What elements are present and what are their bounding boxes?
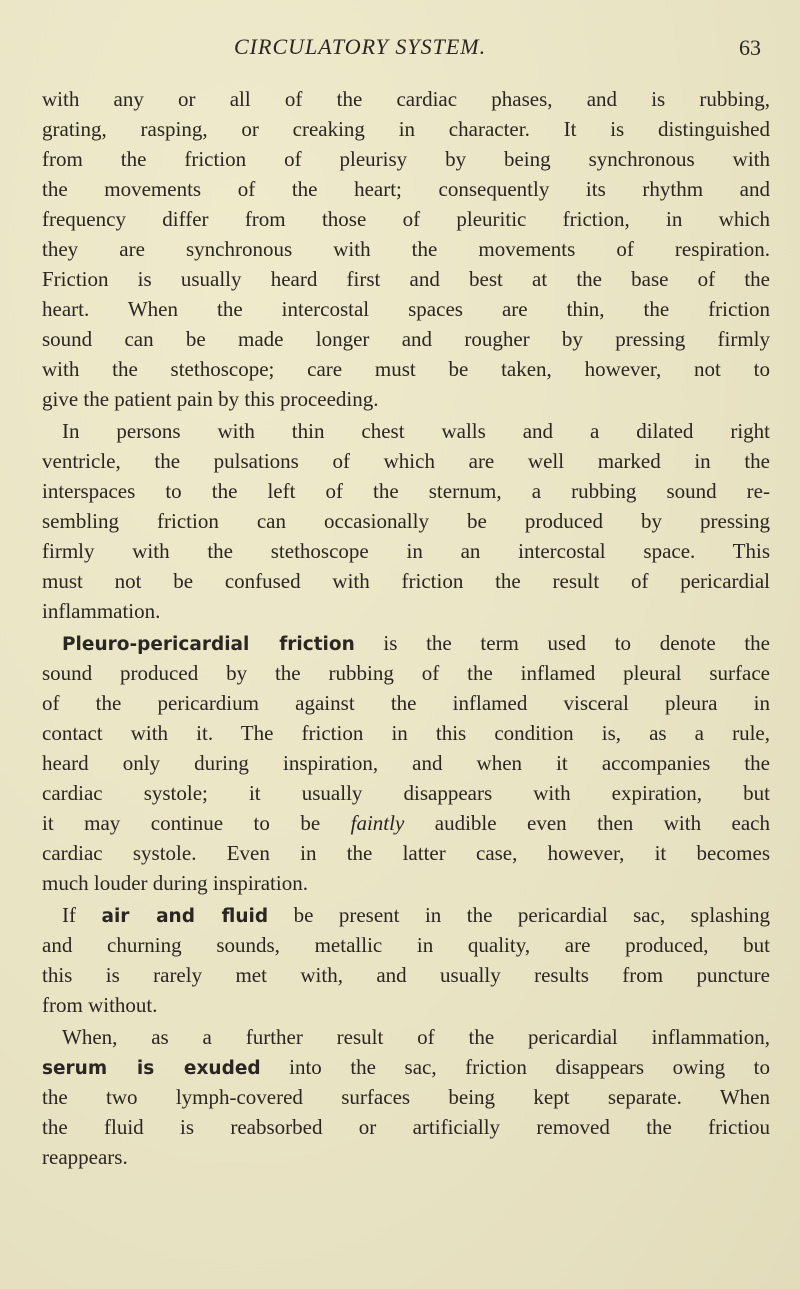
bold-term: serum is exuded	[42, 1058, 261, 1079]
text-line: heart. When the intercostal spaces are thin, the friction	[42, 297, 770, 321]
text-line: In persons with thin chest walls and a dilated right	[62, 419, 770, 443]
text-line: When, as a further result of the pericardial inflammation,	[62, 1025, 770, 1049]
running-title: CIRCULATORY SYSTEM.	[234, 34, 487, 59]
text-line: ventricle, the pulsations of which are well marked in the	[42, 449, 770, 473]
text-line: with any or all of the cardiac phases, and is rubbing,	[42, 87, 770, 111]
text-line: of the pericardium against the inflamed visceral pleura in	[42, 691, 770, 715]
text-line: frequency differ from those of pleuritic friction, in which	[42, 207, 770, 231]
text-line: If air and fluid be present in the pericardial sac, splashing	[62, 903, 771, 927]
bold-term: Pleuro-pericardial friction	[62, 634, 355, 655]
text-line: from without.	[42, 993, 158, 1017]
text-line: it may continue to be faintly audible even then with each	[42, 811, 770, 835]
text-line: they are synchronous with the movements of respiration.	[42, 237, 770, 261]
page-number: 63	[739, 35, 761, 60]
text-line: sembling friction can occasionally be produced by pressing	[42, 509, 770, 533]
text-line: sound can be made longer and rougher by pressing firmly	[42, 327, 770, 351]
text-line: cardiac systole. Even in the latter case, however, it becomes	[42, 841, 770, 865]
text-line: must not be confused with friction the result of pericardial	[42, 569, 770, 593]
text-line: Pleuro-pericardial friction is the term used to denote the	[62, 631, 770, 655]
text-line: contact with it. The friction in this condition is, as a rule,	[42, 721, 770, 745]
text-line: Friction is usually heard first and best at the base of the	[42, 267, 770, 291]
text-line: with the stethoscope; care must be taken, however, not to	[42, 357, 770, 381]
text-line: give the patient pain by this proceeding.	[42, 387, 379, 411]
text-line: this is rarely met with, and usually results from puncture	[42, 963, 770, 987]
text-line: heard only during inspiration, and when it accompanies the	[42, 751, 770, 775]
text-line: much louder during inspiration.	[42, 871, 308, 895]
running-head	[0, 34, 800, 74]
text-line: serum is exuded into the sac, friction disappears owing to	[42, 1055, 770, 1079]
text-line: sound produced by the rubbing of the inflamed pleural surface	[42, 661, 770, 685]
text-line: the two lymph-covered surfaces being kept separate. When	[42, 1085, 770, 1109]
text-line: cardiac systole; it usually disappears with expiration, but	[42, 781, 770, 805]
text-line: reappears.	[42, 1145, 128, 1169]
italic-word: faintly	[350, 811, 405, 835]
text-line: from the friction of pleurisy by being synchronous with	[42, 147, 770, 171]
text-line: the fluid is reabsorbed or artificially removed the frictiou	[42, 1115, 770, 1139]
text-line: firmly with the stethoscope in an intercostal space. This	[42, 539, 770, 563]
text-line: grating, rasping, or creaking in character. It is distinguished	[42, 117, 770, 141]
text-line: and churning sounds, metallic in quality, are produced, but	[42, 933, 770, 957]
text-line: the movements of the heart; consequently its rhythm and	[42, 177, 770, 201]
text-line: interspaces to the left of the sternum, a rubbing sound re-	[42, 479, 770, 503]
bold-term: air and fluid	[101, 906, 269, 927]
text-line: inflammation.	[42, 599, 161, 623]
